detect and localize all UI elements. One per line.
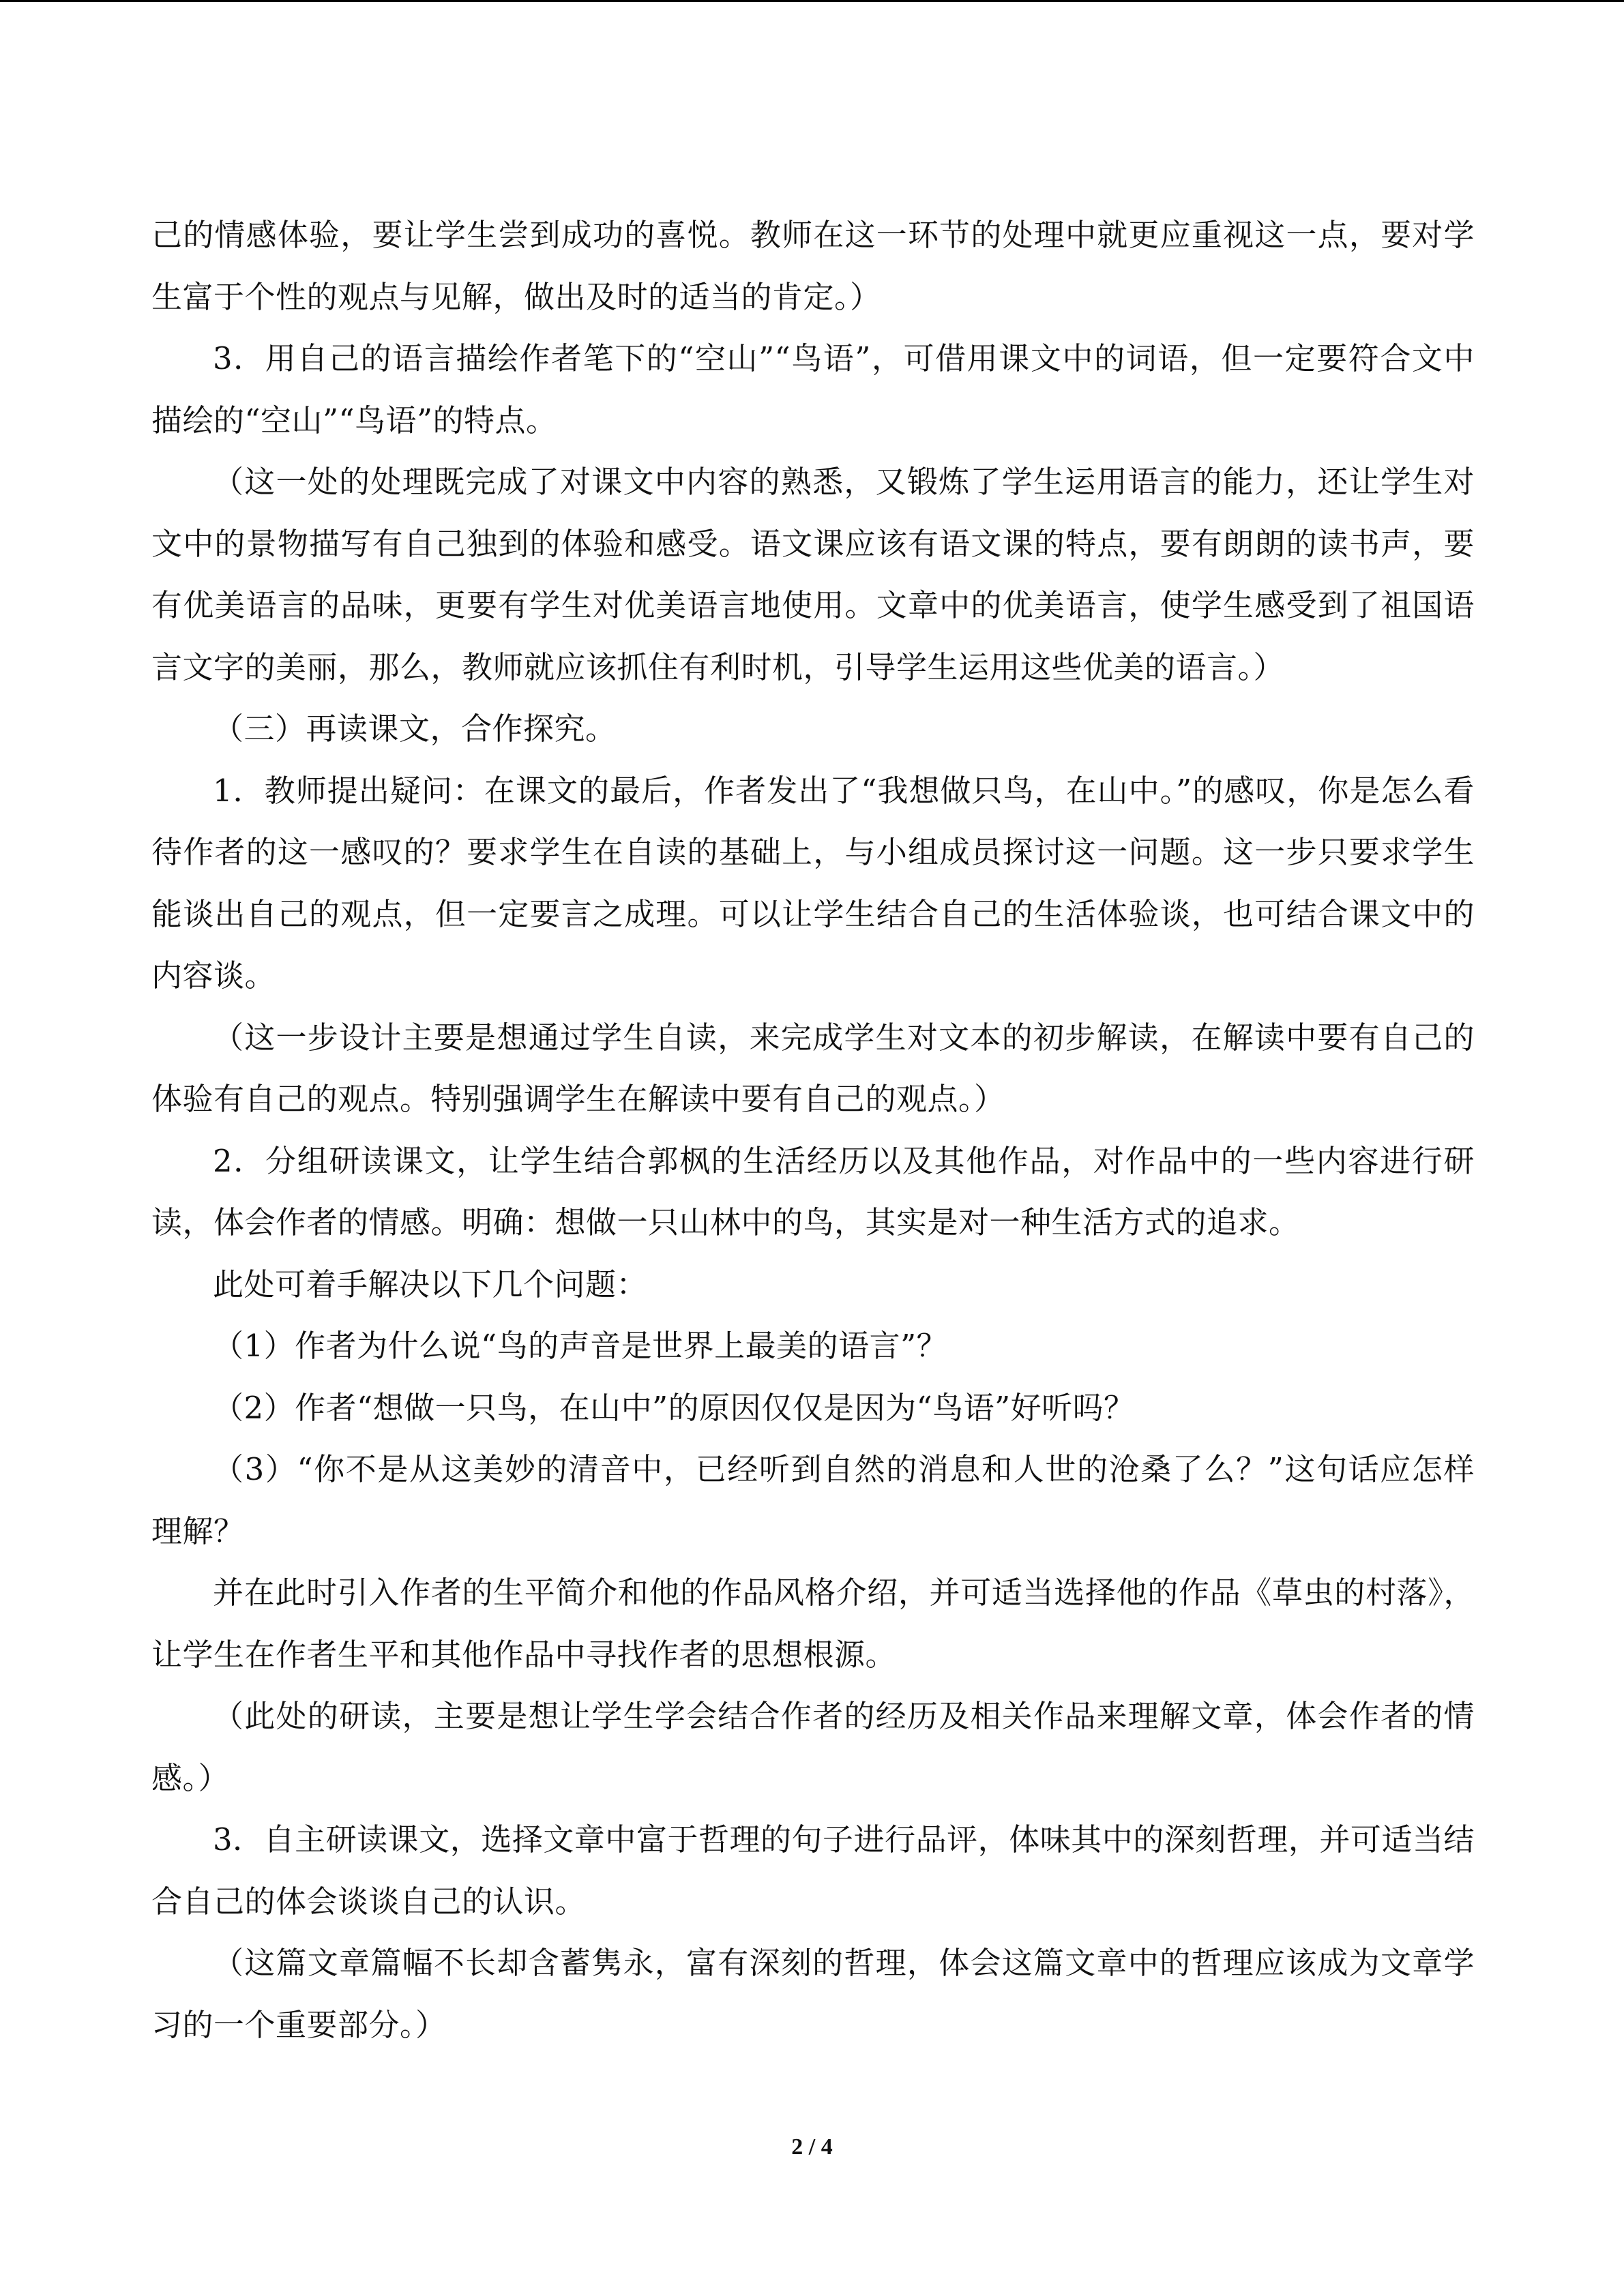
paragraph-3: （这一处的处理既完成了对课文中内容的熟悉，又锻炼了学生运用语言的能力，还让学生对文中的景物描写有自己独到的体验和感受。语文课应该有语文课的特点，要有朗朗的读书声，要有优美语言的品味，更要有学生对优美语言地使用。文章中的优美语言，使学生感受到了祖国语言文字的美丽，那么，教师就应该抓住有利时机，引导学生运用这些优美的语言。）: [151, 464, 1475, 685]
paragraph-7: 2．分组研读课文，让学生结合郭枫的生活经历以及其他作品，对作品中的一些内容进行研读，体会作者的情感。明确：想做一只山林中的鸟，其实是对一种生活方式的追求。: [151, 1142, 1475, 1240]
question-3: （3）“你不是从这美妙的清音中，已经听到自然的消息和人世的沧桑了么？”这句话应怎样理解？: [151, 1451, 1475, 1549]
top-border-line: [0, 0, 1624, 2]
paragraph-15: （这篇文章篇幅不长却含蓄隽永，富有深刻的哲理，体会这篇文章中的哲理应该成为文章学习的一个重要部分。）: [151, 1945, 1475, 2043]
paragraph-14: 3．自主研读课文，选择文章中富于哲理的句子进行品评，体味其中的深刻哲理，并可适当结合自己的体会谈谈自己的认识。: [151, 1821, 1475, 1920]
paragraph-1: 己的情感体验，要让学生尝到成功的喜悦。教师在这一环节的处理中就更应重视这一点，要对学生富于个性的观点与见解，做出及时的适当的肯定。）: [151, 217, 1475, 315]
paragraph-5: 1．教师提出疑问：在课文的最后，作者发出了“我想做只鸟，在山中。”的感叹，你是怎么看待作者的这一感叹的？要求学生在自读的基础上，与小组成员探讨这一问题。这一步只要求学生能谈出自己的观点，但一定要言之成理。可以让学生结合自己的生活体验谈，也可结合课文中的内容谈。: [151, 772, 1475, 994]
section-heading: （三）再读课文，合作探究。: [213, 711, 617, 747]
question-1: （1）作者为什么说“鸟的声音是世界上最美的语言”？: [213, 1328, 948, 1364]
paragraph-2: 3．用自己的语言描绘作者笔下的“空山”“鸟语”，可借用课文中的词语，但一定要符合文中描绘的“空山”“鸟语”的特点。: [151, 340, 1475, 438]
page-number: 2 / 4: [791, 2134, 833, 2160]
paragraph-8: 此处可着手解决以下几个问题：: [213, 1266, 648, 1302]
paragraph-12: 并在此时引入作者的生平简介和他的作品风格介绍，并可适当选择他的作品《草虫的村落》，让学生在作者生平和其他作品中寻找作者的思想根源。: [151, 1575, 1475, 1673]
paragraph-6: （这一步设计主要是想通过学生自读，来完成学生对文本的初步解读，在解读中要有自己的体验有自己的观点。特别强调学生在解读中要有自己的观点。）: [151, 1019, 1475, 1117]
document-body: [151, 205, 1475, 2056]
paragraph-13: （此处的研读，主要是想让学生学会结合作者的经历及相关作品来理解文章，体会作者的情感。）: [151, 1698, 1475, 1796]
question-2: （2）作者“想做一只鸟，在山中”的原因仅仅是因为“鸟语”好听吗？: [213, 1389, 1135, 1426]
